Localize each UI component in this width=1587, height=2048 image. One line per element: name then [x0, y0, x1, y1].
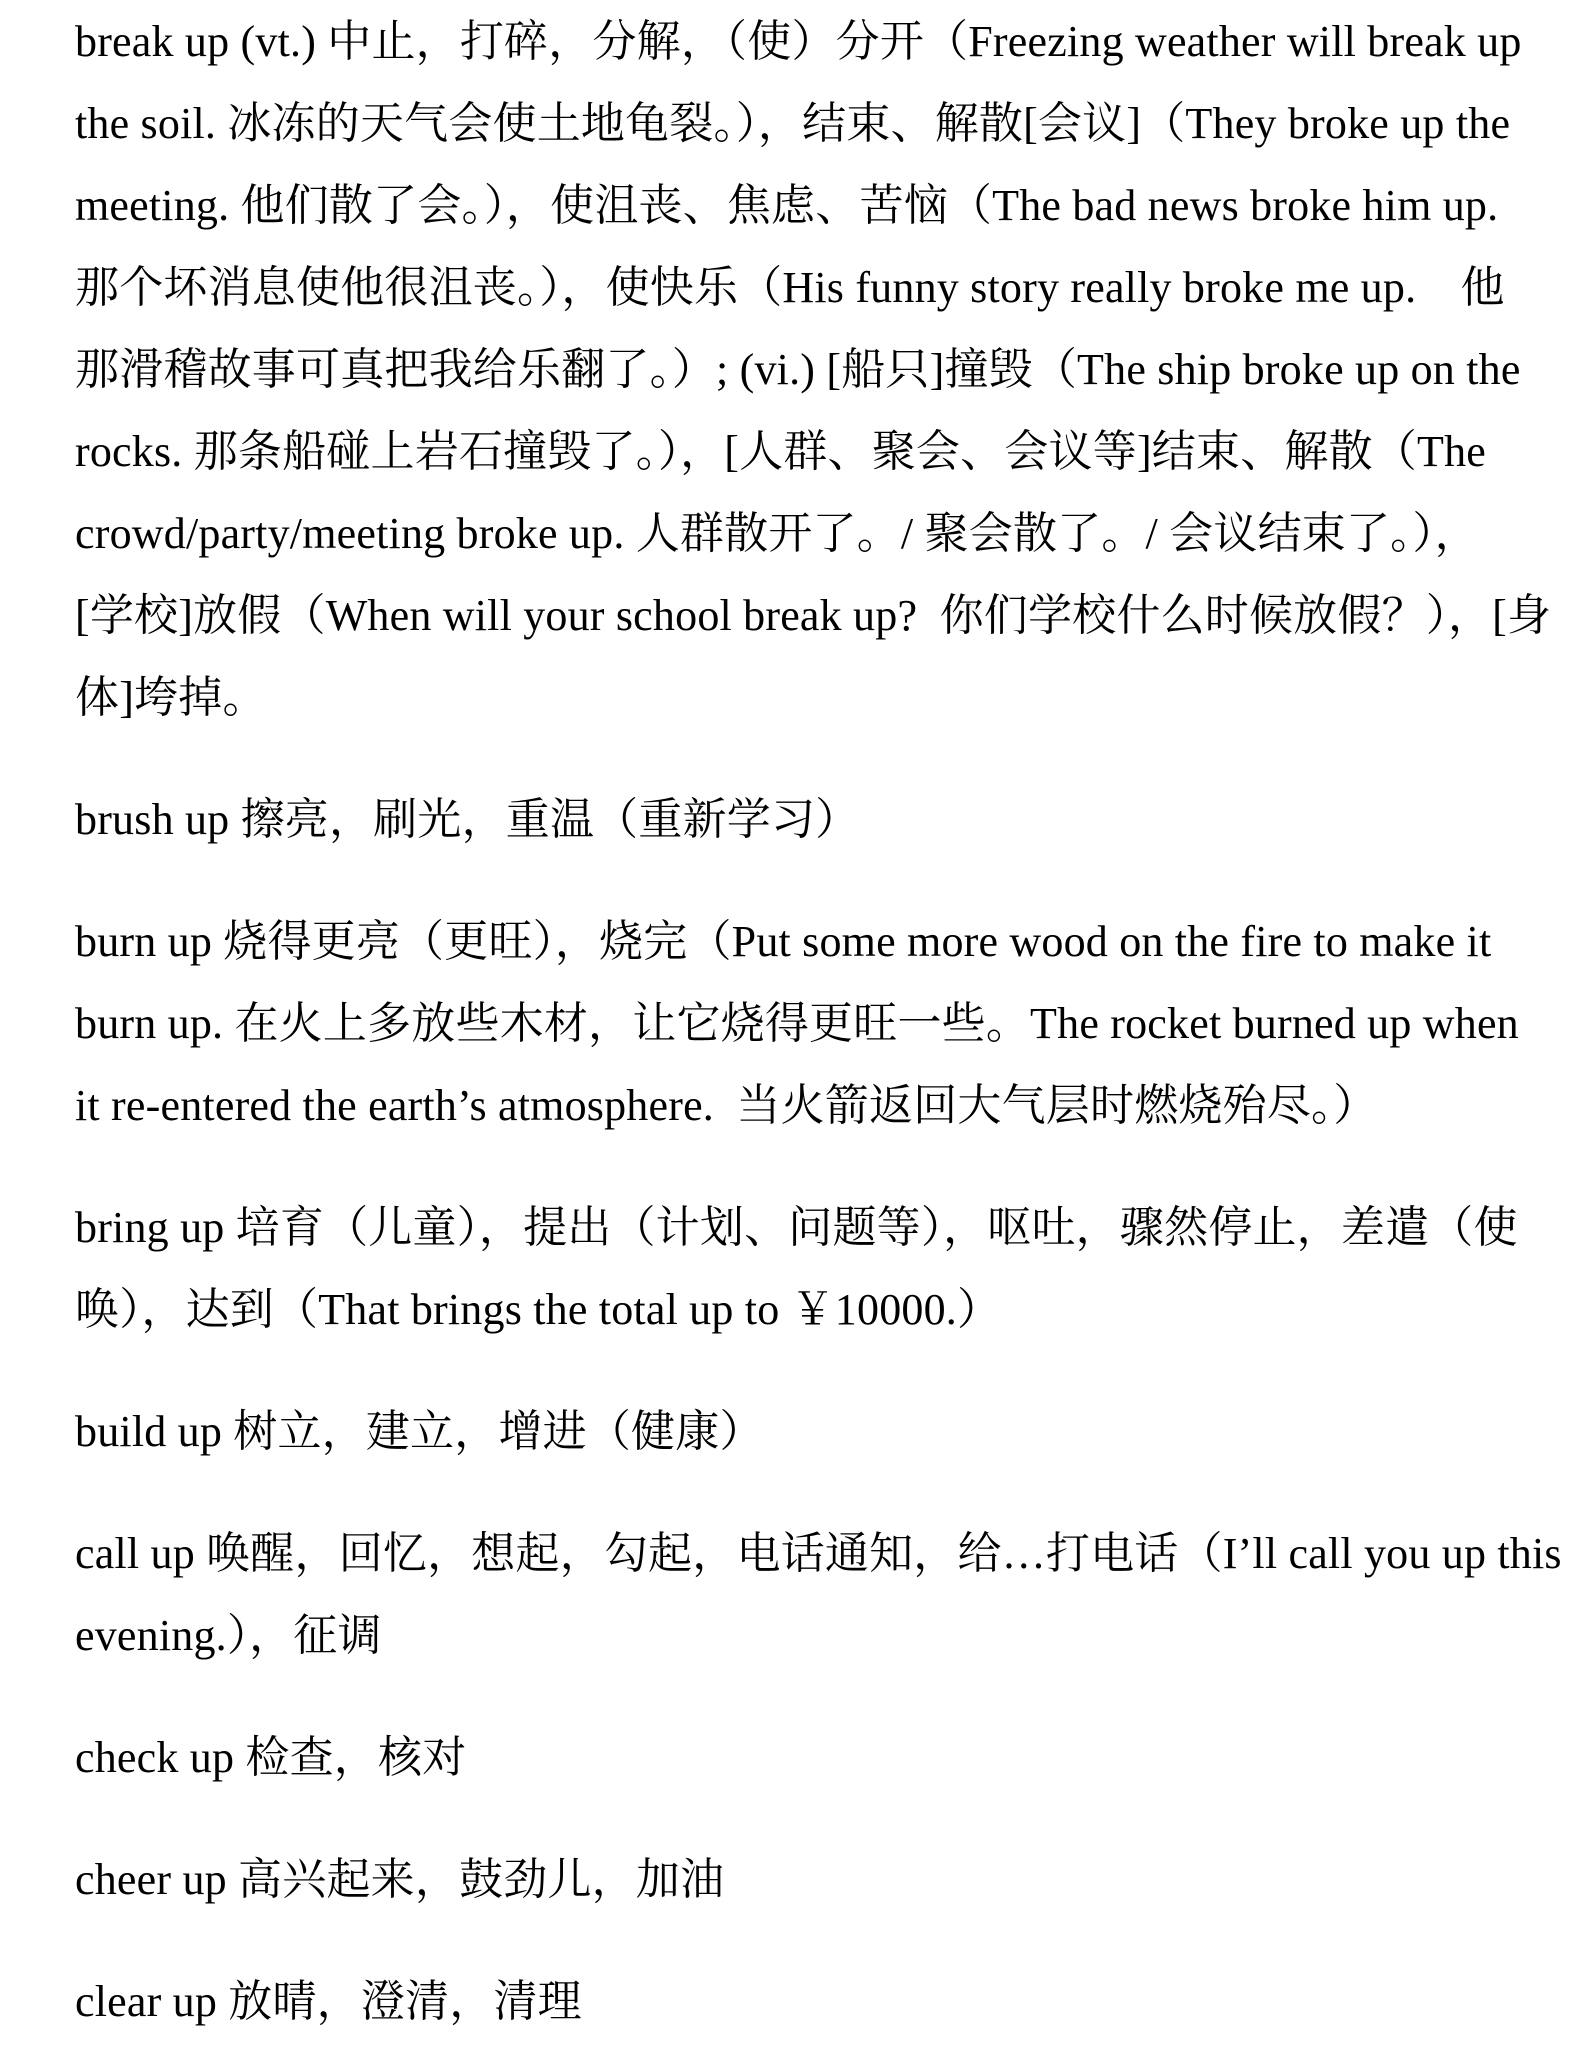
entry-check-up: [75, 1717, 1499, 1799]
entry-burn-up: [75, 901, 1519, 1147]
text-line: brush up 擦亮，刷光，重温（重新学习）: [75, 795, 860, 844]
text-line: 那滑稽故事可真把我给乐翻了。）; (vi.) [船只]撞毁（The ship broke up on the: [75, 345, 1521, 394]
text-line: burn up 烧得更亮（更旺），烧完（Put some more wood on the fire to make it: [75, 917, 1492, 966]
entry-cheer-up: [75, 1839, 1499, 1921]
text-line: the soil. 冰冻的天气会使土地龟裂。），结束、解散[会议]（They broke up the: [75, 99, 1511, 148]
text-line: 唤），达到（That brings the total up to ￥10000.）: [75, 1285, 1002, 1334]
entry-call-up: [75, 1513, 1562, 1677]
text-line: it re-entered the earth’s atmosphere. 当火箭返回大气层时燃烧殆尽。）: [75, 1081, 1378, 1130]
text-line: crowd/party/meeting broke up. 人群散开了。/ 聚会散了。/ 会议结束了。），: [75, 509, 1479, 558]
text-line: build up 树立，建立，增进（健康）: [75, 1407, 764, 1456]
text-line: evening.），征调: [75, 1611, 382, 1660]
text-line: rocks. 那条船碰上岩石撞毁了。），[人群、聚会、会议等]结束、解散（The: [75, 427, 1487, 476]
text-line: 那个坏消息使他很沮丧。），使快乐（His funny story really broke me up. 他: [75, 263, 1505, 312]
text-line: burn up. 在火上多放些木材，让它烧得更旺一些。The rocket burned up when: [75, 999, 1519, 1048]
entry-brush-up: [75, 779, 1499, 861]
entry-clear-up: [75, 1961, 1499, 2043]
entry-break-up: [75, 1, 1552, 739]
vocabulary-list: [75, 1, 1562, 2043]
text-line: 体]垮掉。: [75, 673, 267, 722]
text-line: break up (vt.) 中止，打碎，分解，（使）分开（Freezing weather will break up: [75, 17, 1522, 66]
entry-build-up: [75, 1391, 1499, 1473]
text-line: cheer up 高兴起来，鼓劲儿，加油: [75, 1855, 725, 1904]
text-line: bring up 培育（儿童），提出（计划、问题等），呕吐，骤然停止，差遣（使: [75, 1203, 1518, 1252]
text-line: clear up 放晴，澄清，清理: [75, 1977, 582, 2026]
text-line: call up 唤醒，回忆，想起，勾起，电话通知，给…打电话（I’ll call you up this: [75, 1529, 1562, 1578]
text-line: meeting. 他们散了会。），使沮丧、焦虑、苦恼（The bad news broke him up.: [75, 181, 1499, 230]
text-line: check up 检查，核对: [75, 1733, 467, 1782]
text-line: [学校]放假（When will your school break up? 你们学校什么时候放假？），[身: [75, 591, 1552, 640]
entry-bring-up: [75, 1187, 1518, 1351]
